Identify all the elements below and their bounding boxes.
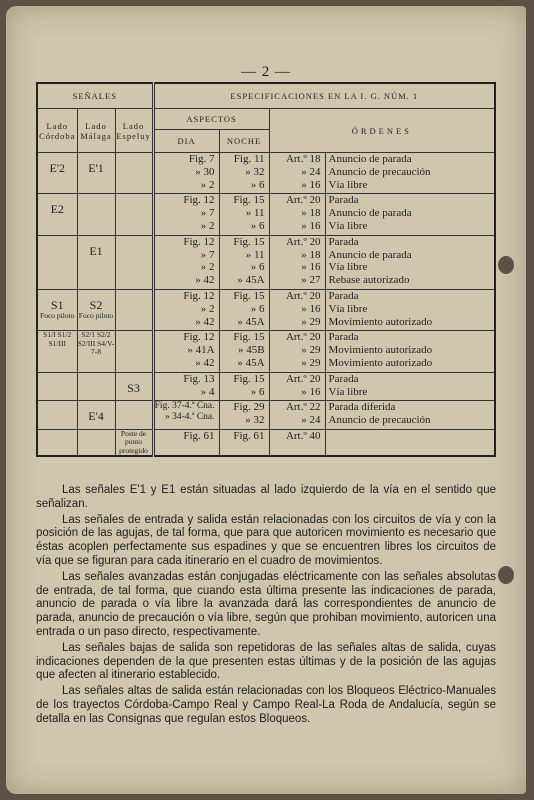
cell-lado-malaga-code: E'4 <box>88 409 104 424</box>
cell-lado-malaga <box>77 331 115 372</box>
cell-noche-line: Fig. 15 <box>233 289 265 302</box>
cell-lado-malaga-code: S2 <box>89 297 103 312</box>
cell-ordenes <box>325 194 495 235</box>
cell-lado-malaga-code: E1 <box>89 243 103 258</box>
table-row <box>37 331 495 372</box>
cell-lado-espeluy <box>115 153 153 194</box>
paragraph: Las señales E'1 y E1 están situadas al lado izquierdo de la vía en el sentido que señalizan. <box>36 484 496 510</box>
header-lado-malaga: Lado Málaga <box>77 109 115 153</box>
cell-noche-line: » 32 <box>245 414 265 427</box>
cell-lado-espeluy <box>115 401 153 430</box>
cell-noche-line: » 6 <box>250 385 265 398</box>
cell-ordenes-line: Movimiento autorizado <box>328 344 433 357</box>
cell-lado-espeluy <box>115 235 153 289</box>
cell-articulo-line: » 18 <box>301 207 321 220</box>
cell-dia <box>153 372 219 401</box>
cell-noche-line: » 11 <box>245 207 265 220</box>
table-row <box>37 153 495 194</box>
table-row <box>37 289 495 330</box>
cell-ordenes <box>325 331 495 372</box>
cell-noche-line: » 6 <box>250 219 265 232</box>
cell-ordenes-line: Movimiento autorizado <box>328 315 433 328</box>
cell-dia-line: Fig. 12 <box>183 289 215 302</box>
cell-dia <box>153 235 219 289</box>
cell-lado-malaga <box>77 289 115 330</box>
cell-articulo-line: Art.º 20 <box>285 331 321 344</box>
cell-articulo-line: » 16 <box>301 261 321 274</box>
cell-ordenes-line: Vía libre <box>328 385 368 398</box>
cell-lado-malaga-note: Foco piloto <box>78 310 114 320</box>
signal-specification-table <box>36 82 496 457</box>
paragraph: Las señales altas de salida están relacionadas con los Bloqueos Eléctrico-Manuales de los trayectos Córdoba-Campo Real y Campo Real-La Roda de Andalucía, según se detalla en las Consignas que regulan estos Bloqueos. <box>36 685 496 725</box>
cell-lado-espeluy <box>115 372 153 401</box>
cell-articulo <box>269 235 325 289</box>
cell-articulo <box>269 153 325 194</box>
cell-dia-line: » 2 <box>200 261 215 274</box>
header-lado-espeluy: Lado Espeluy <box>115 109 153 153</box>
cell-ordenes <box>325 401 495 430</box>
cell-lado-malaga-code: S2/1 S2/2 S2/III S4/V-7-8 <box>77 330 115 357</box>
cell-ordenes-line: Parada <box>328 235 359 248</box>
cell-lado-cordoba <box>37 331 77 372</box>
cell-lado-espeluy-code <box>116 236 152 245</box>
cell-dia-line: Fig. 12 <box>183 235 215 248</box>
cell-dia-line: Fig. 13 <box>183 372 215 385</box>
cell-lado-malaga <box>77 372 115 401</box>
binder-hole-bottom <box>498 566 514 584</box>
cell-ordenes-line: Parada <box>328 372 359 385</box>
cell-noche-line: » 45A <box>237 356 265 369</box>
cell-lado-cordoba-code <box>38 430 77 439</box>
cell-articulo-line: » 29 <box>301 356 321 369</box>
cell-noche <box>219 429 269 456</box>
cell-noche-line: » 6 <box>250 302 265 315</box>
cell-ordenes-line: Vía libre <box>328 302 368 315</box>
cell-lado-malaga-code: E'1 <box>88 161 104 175</box>
table-row <box>37 372 495 401</box>
cell-dia <box>153 331 219 372</box>
cell-noche-line: » 32 <box>245 165 265 178</box>
cell-ordenes-line: Anuncio de parada <box>328 248 412 261</box>
cell-dia <box>153 401 219 430</box>
cell-lado-espeluy-code <box>116 194 152 203</box>
cell-dia-line: Fig. 61 <box>183 429 215 442</box>
cell-ordenes-line: Movimiento autorizado <box>328 356 433 369</box>
cell-dia-line: Fig. 12 <box>183 194 215 207</box>
cell-dia-line: » 2 <box>200 302 215 315</box>
header-aspectos: ASPECTOS <box>153 109 269 130</box>
cell-lado-malaga <box>77 153 115 194</box>
cell-lado-malaga <box>77 194 115 235</box>
cell-lado-cordoba-code: E2 <box>50 202 64 217</box>
header-noche: NOCHE <box>219 130 269 153</box>
cell-noche <box>219 331 269 372</box>
cell-noche <box>219 235 269 289</box>
cell-dia-line: » 2 <box>200 178 215 191</box>
cell-articulo-line: » 16 <box>301 302 321 315</box>
binder-hole-top <box>498 256 514 274</box>
cell-articulo-line: Art.º 40 <box>285 429 321 442</box>
header-senales: SEÑALES <box>37 83 153 109</box>
cell-articulo-line: Art.º 20 <box>285 235 321 248</box>
cell-dia <box>153 194 219 235</box>
cell-dia-line: » 42 <box>195 274 215 287</box>
cell-ordenes-line: Parada diferida <box>328 401 396 414</box>
cell-noche <box>219 372 269 401</box>
cell-lado-espeluy-code <box>116 290 152 299</box>
cell-lado-espeluy-code: Poste de punto protegido <box>119 428 148 455</box>
cell-lado-espeluy-code <box>116 401 152 410</box>
cell-ordenes-line: Parada <box>328 194 359 207</box>
cell-dia-line: » 41A <box>187 344 215 357</box>
cell-ordenes-line: Vía libre <box>328 178 368 191</box>
cell-noche-line: Fig. 15 <box>233 372 265 385</box>
table-row <box>37 235 495 289</box>
cell-noche-line: Fig. 29 <box>233 401 265 414</box>
cell-noche-line: » 45B <box>237 344 265 357</box>
cell-articulo-line: » 29 <box>301 315 321 328</box>
cell-articulo-line: » 16 <box>301 219 321 232</box>
cell-lado-malaga <box>77 235 115 289</box>
paragraph: Las señales bajas de salida son repetidoras de las señales altas de salida, cuyas indicaciones dependen de la que presenten estas últimas y de la posición de las agujas que afecten al itinerario establecido. <box>36 641 496 682</box>
table-body <box>37 153 495 457</box>
cell-lado-malaga-code <box>78 194 115 203</box>
cell-dia-line: » 7 <box>200 207 215 220</box>
paragraph: Las señales de entrada y salida están relacionadas con los circuitos de vía y con la posición de las agujas, de tal forma, que para que autoricen movimiento es necesario que éstas acoplen perfectamente sus espadines y que se encuentren libres los circuitos de vía que se figuran para cada itinerario en el cuadro de movimientos. <box>36 513 496 567</box>
cell-ordenes <box>325 289 495 330</box>
cell-dia <box>153 289 219 330</box>
cell-noche-line: Fig. 15 <box>233 331 265 344</box>
cell-lado-cordoba-code: S1/I S1/2 S1/III <box>43 330 72 348</box>
cell-noche-line: Fig. 11 <box>233 153 265 165</box>
cell-lado-espeluy <box>115 289 153 330</box>
cell-noche <box>219 289 269 330</box>
cell-ordenes <box>325 235 495 289</box>
cell-lado-cordoba <box>37 289 77 330</box>
cell-articulo <box>269 289 325 330</box>
cell-lado-espeluy-code <box>116 331 152 340</box>
cell-lado-cordoba-note: Foco piloto <box>40 310 75 320</box>
cell-articulo-line: » 27 <box>301 274 321 287</box>
cell-dia-line: Fig. 12 <box>183 331 215 344</box>
table-row <box>37 401 495 430</box>
cell-dia-line: Fig. 7 <box>188 153 215 165</box>
cell-articulo-line: Art.º 20 <box>285 194 321 207</box>
cell-dia-line: » 30 <box>195 165 215 178</box>
cell-lado-malaga <box>77 429 115 456</box>
header-ordenes: ÓRDENES <box>269 109 495 153</box>
cell-noche <box>219 401 269 430</box>
cell-articulo-line: Art.º 20 <box>285 289 321 302</box>
cell-dia-line: » 4 <box>200 385 215 398</box>
cell-lado-cordoba <box>37 401 77 430</box>
cell-lado-malaga-code <box>78 430 115 439</box>
cell-lado-cordoba <box>37 153 77 194</box>
cell-dia <box>153 153 219 194</box>
cell-lado-cordoba <box>37 429 77 456</box>
cell-lado-cordoba-code <box>38 373 77 382</box>
cell-dia-line: » 34-4.ª Cna. <box>164 411 215 422</box>
cell-articulo <box>269 331 325 372</box>
cell-articulo-line: Art.º 22 <box>285 401 321 414</box>
cell-lado-cordoba-code: E'2 <box>49 161 65 175</box>
cell-noche-line: Fig. 15 <box>233 235 265 248</box>
cell-lado-malaga-code <box>78 373 115 382</box>
cell-lado-cordoba <box>37 372 77 401</box>
table-row <box>37 194 495 235</box>
cell-lado-malaga <box>77 401 115 430</box>
cell-ordenes-line: Vía libre <box>328 261 368 274</box>
cell-noche <box>219 153 269 194</box>
cell-articulo-line: Art.º 18 <box>285 153 321 165</box>
cell-noche-line: Fig. 15 <box>233 194 265 207</box>
cell-articulo-line: Art.º 20 <box>285 372 321 385</box>
cell-articulo-line: » 16 <box>301 178 321 191</box>
cell-noche-line: » 45A <box>237 315 265 328</box>
cell-lado-espeluy <box>115 429 153 456</box>
cell-ordenes-line: Anuncio de parada <box>328 207 412 220</box>
cell-ordenes-line: Parada <box>328 289 359 302</box>
cell-lado-espeluy-code <box>116 153 152 162</box>
cell-ordenes-line: Anuncio de parada <box>328 153 412 165</box>
cell-lado-espeluy <box>115 331 153 372</box>
cell-noche-line: » 6 <box>250 261 265 274</box>
table-row <box>37 429 495 456</box>
cell-noche-line: Fig. 61 <box>233 429 265 442</box>
cell-lado-cordoba-code: S1 <box>50 297 64 312</box>
header-lado-cordoba: Lado Córdoba <box>37 109 77 153</box>
cell-ordenes-line: Rebase autorizado <box>328 274 410 287</box>
header-dia: DIA <box>153 130 219 153</box>
cell-articulo <box>269 372 325 401</box>
cell-dia-line: » 7 <box>200 248 215 261</box>
cell-dia-line: » 42 <box>195 356 215 369</box>
cell-articulo-line: » 29 <box>301 344 321 357</box>
cell-ordenes <box>325 372 495 401</box>
cell-articulo-line: » 24 <box>301 414 321 427</box>
cell-articulo <box>269 429 325 456</box>
cell-dia-line: Fig. 37-4.ª Cna. <box>154 401 215 412</box>
cell-lado-cordoba-code <box>38 401 77 410</box>
cell-articulo-line: » 24 <box>301 165 321 178</box>
cell-lado-cordoba-code <box>38 236 77 245</box>
cell-noche <box>219 194 269 235</box>
cell-ordenes-line: Parada <box>328 331 359 344</box>
paragraph: Las señales avanzadas están conjugadas eléctricamente con las señales absolutas de entrada, de tal forma, que cuando esta última presente las indicaciones de parada, anuncio de parada o vía libre la avanzada dará las correspondientes de anuncio de parada, anuncio de precaución o vía libre, según que prohiban movimiento, autoricen una entrada o un paso directo, respectivamente. <box>36 570 496 638</box>
cell-articulo-line: » 16 <box>301 385 321 398</box>
cell-dia-line: » 42 <box>195 315 215 328</box>
cell-ordenes-line: Anuncio de precaución <box>328 414 431 427</box>
cell-lado-cordoba <box>37 194 77 235</box>
cell-ordenes <box>325 429 495 456</box>
cell-lado-espeluy <box>115 194 153 235</box>
cell-ordenes-line: Vía libre <box>328 219 368 232</box>
cell-lado-espeluy-code: S3 <box>127 380 140 395</box>
cell-lado-cordoba <box>37 235 77 289</box>
cell-noche-line: » 11 <box>245 248 265 261</box>
cell-ordenes-line: Anuncio de precaución <box>328 165 431 178</box>
cell-articulo <box>269 194 325 235</box>
cell-articulo <box>269 401 325 430</box>
cell-ordenes <box>325 153 495 194</box>
page-number: — 2 — <box>241 64 291 80</box>
cell-dia-line: » 2 <box>200 219 215 232</box>
cell-dia <box>153 429 219 456</box>
cell-articulo-line: » 18 <box>301 248 321 261</box>
body-text <box>36 484 496 729</box>
cell-noche-line: » 45A <box>237 274 265 287</box>
cell-noche-line: » 6 <box>250 178 265 191</box>
header-especificaciones: ESPECIFICACIONES EN LA I. G. NÚM. 1 <box>153 83 495 109</box>
